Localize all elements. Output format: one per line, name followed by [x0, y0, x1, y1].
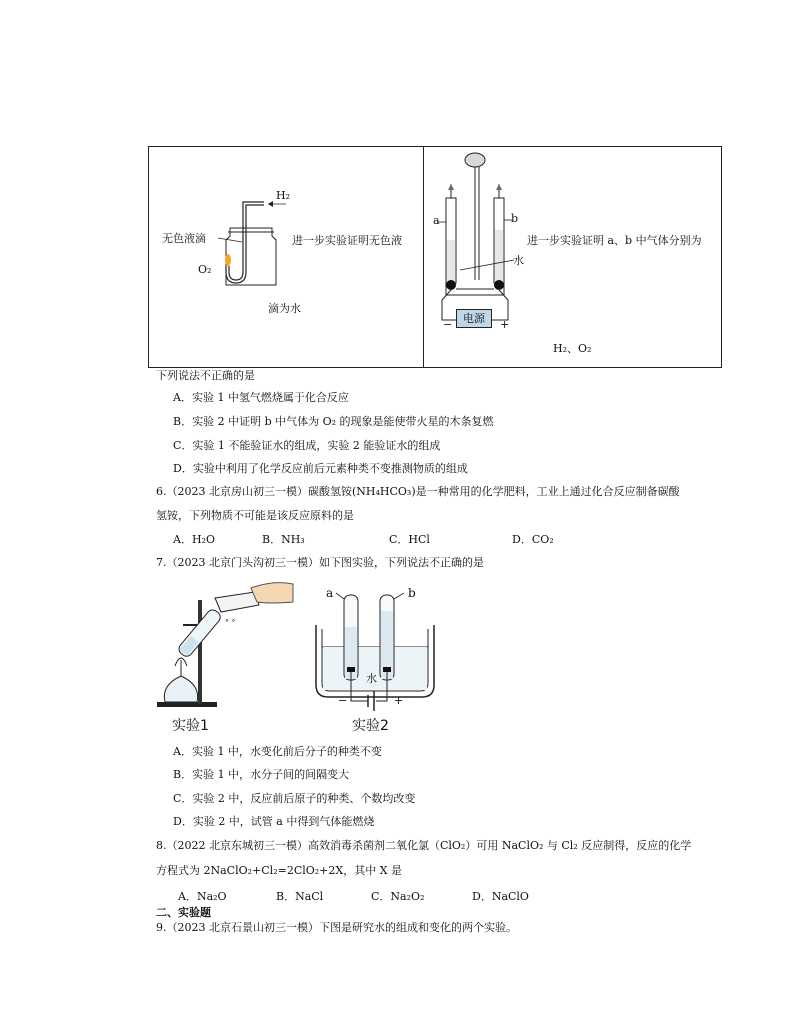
experiment-2-label: 实验2	[352, 718, 389, 734]
experiment-1-label: 实验1	[172, 718, 209, 734]
q9-stem: 9.（2023 北京石景山初三一模）下图是研究水的组成和变化的两个实验。	[156, 921, 517, 934]
exp2-minus-label: −	[338, 694, 348, 707]
q8-option-a: A．Na₂O	[178, 890, 227, 903]
q8-option-c: C．Na₂O₂	[371, 890, 425, 903]
q5-option-b: B．实验 2 中证明 b 中气体为 O₂ 的现象是能使带火星的木条复燃	[173, 415, 494, 428]
experiment-2-figure	[310, 585, 440, 715]
q8-line-2: 方程式为 2NaClO₂+Cl₂=2ClO₂+2X，其中 X 是	[156, 864, 403, 877]
q7-option-c: C．实验 2 中，反应前后原子的种类、个数均改变	[173, 792, 416, 805]
left-cell-text-2: 滴为水	[268, 302, 301, 315]
q6-line-2: 氢铵，下列物质不可能是该反应原料的是	[156, 509, 354, 522]
power-source-label: 电源	[456, 309, 492, 328]
q7-option-a: A．实验 1 中，水变化前后分子的种类不变	[173, 745, 382, 758]
exp2-tube-a-label: a	[326, 586, 334, 600]
q6-option-b: B．NH₃	[262, 533, 305, 546]
svg-text:° °: ° °	[225, 618, 236, 627]
h2-label: H₂	[276, 189, 291, 202]
left-cell-text-1: 进一步实验证明无色液	[292, 234, 402, 247]
q5-option-c: C．实验 1 不能验证水的组成，实验 2 能验证水的组成	[173, 439, 441, 452]
exp2-water-label: 水	[366, 672, 377, 685]
q6-option-a: A．H₂O	[173, 533, 215, 546]
q6-line-1: 6.（2023 北京房山初三一模）碳酸氢铵(NH₄HCO₃)是一种常用的化学肥料，工业上通过化合反应制备碳酸	[156, 485, 680, 498]
q7-option-d: D．实验 2 中，试管 a 中得到气体能燃烧	[173, 815, 375, 828]
water-label: 水	[513, 254, 524, 267]
q7-option-b: B．实验 1 中，水分子间的间隔变大	[173, 768, 350, 781]
right-cell-text-1: 进一步实验证明 a、b 中气体分别为	[527, 234, 702, 247]
exp2-plus-label: +	[394, 694, 404, 707]
q8-option-b: B．NaCl	[276, 890, 324, 903]
plus-terminal: +	[500, 318, 510, 331]
q8-option-d: D．NaClO	[472, 890, 529, 903]
table-divider	[423, 146, 424, 367]
q7-stem: 7.（2023 北京门头沟初三一模）如下图实验，下列说法不正确的是	[156, 556, 484, 569]
q5-option-d: D．实验中利用了化学反应前后元素种类不变推测物质的组成	[173, 462, 468, 475]
tube-a-label: a	[433, 214, 440, 227]
right-cell-text-2: H₂、O₂	[553, 342, 592, 355]
minus-terminal: −	[443, 318, 453, 331]
o2-label: O₂	[198, 263, 212, 276]
experiment-1-figure	[153, 580, 298, 715]
exp2-tube-b-label: b	[408, 586, 416, 600]
tube-b-label: b	[511, 212, 519, 225]
q8-line-1: 8.（2022 北京东城初三一模）高效消毒杀菌剂二氧化氯（ClO₂）可用 NaClO₂ 与 Cl₂ 反应制得，反应的化学	[156, 839, 692, 852]
q6-option-d: D．CO₂	[512, 533, 554, 546]
q5-stem: 下列说法不正确的是	[156, 369, 255, 382]
q5-option-a: A．实验 1 中氢气燃烧属于化合反应	[173, 391, 349, 404]
q6-option-c: C．HCl	[389, 533, 430, 546]
electrolysis-apparatus-figure	[430, 150, 520, 335]
colorless-liquid-label: 无色液滴	[162, 232, 206, 245]
section-2-title: 二、实验题	[156, 906, 211, 919]
